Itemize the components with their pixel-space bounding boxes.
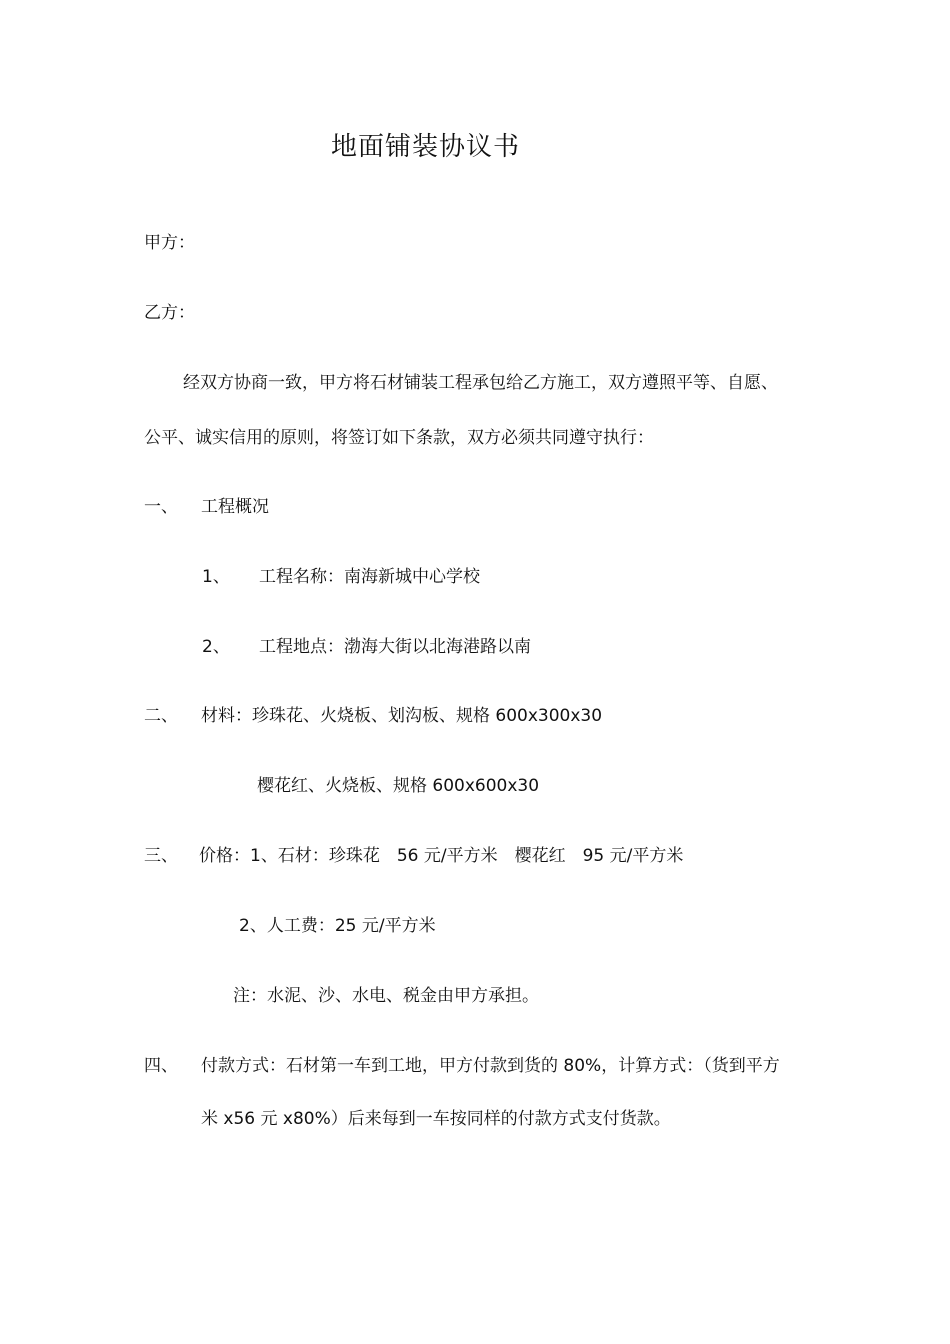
section-3-note: 注：水泥、沙、水电、税金由甲方承担。	[233, 986, 539, 1006]
section-2-continuation: 樱花红、火烧板、规格 600x600x30	[257, 776, 540, 796]
section-4-continuation: 米 x56 元 x80%）后来每到一车按同样的付款方式支付货款。	[201, 1109, 671, 1129]
section-3-number: 三、	[144, 846, 178, 866]
section-2-number: 二、	[144, 706, 178, 726]
party-b-label: 乙方：	[144, 303, 195, 323]
section-3-labor-cost: 2、人工费：25 元/平方米	[239, 916, 436, 936]
section-2-heading: 材料：珍珠花、火烧板、划沟板、规格 600x300x30	[201, 706, 603, 726]
section-1-item-2-number: 2、	[202, 637, 230, 657]
intro-paragraph-line-1: 经双方协商一致，甲方将石材铺装工程承包给乙方施工，双方遵照平等、自愿、	[183, 373, 778, 393]
intro-paragraph-line-2: 公平、诚实信用的原则，将签订如下条款，双方必须共同遵守执行：	[144, 428, 654, 448]
section-4-heading: 付款方式：石材第一车到工地，甲方付款到货的 80%，计算方式：（货到平方	[201, 1056, 780, 1076]
section-3-heading: 价格：1、石材：珍珠花 56 元/平方米 樱花红 95 元/平方米	[199, 846, 684, 866]
section-4-number: 四、	[144, 1056, 178, 1076]
section-1-item-2-text: 工程地点：渤海大街以北海港路以南	[259, 637, 531, 657]
section-1-heading: 工程概况	[201, 497, 269, 517]
document-title: 地面铺装协议书	[331, 132, 521, 162]
section-1-item-1-text: 工程名称：南海新城中心学校	[259, 567, 480, 587]
section-1-number: 一、	[144, 497, 178, 517]
section-1-item-1-number: 1、	[202, 567, 230, 587]
party-a-label: 甲方：	[144, 233, 195, 253]
